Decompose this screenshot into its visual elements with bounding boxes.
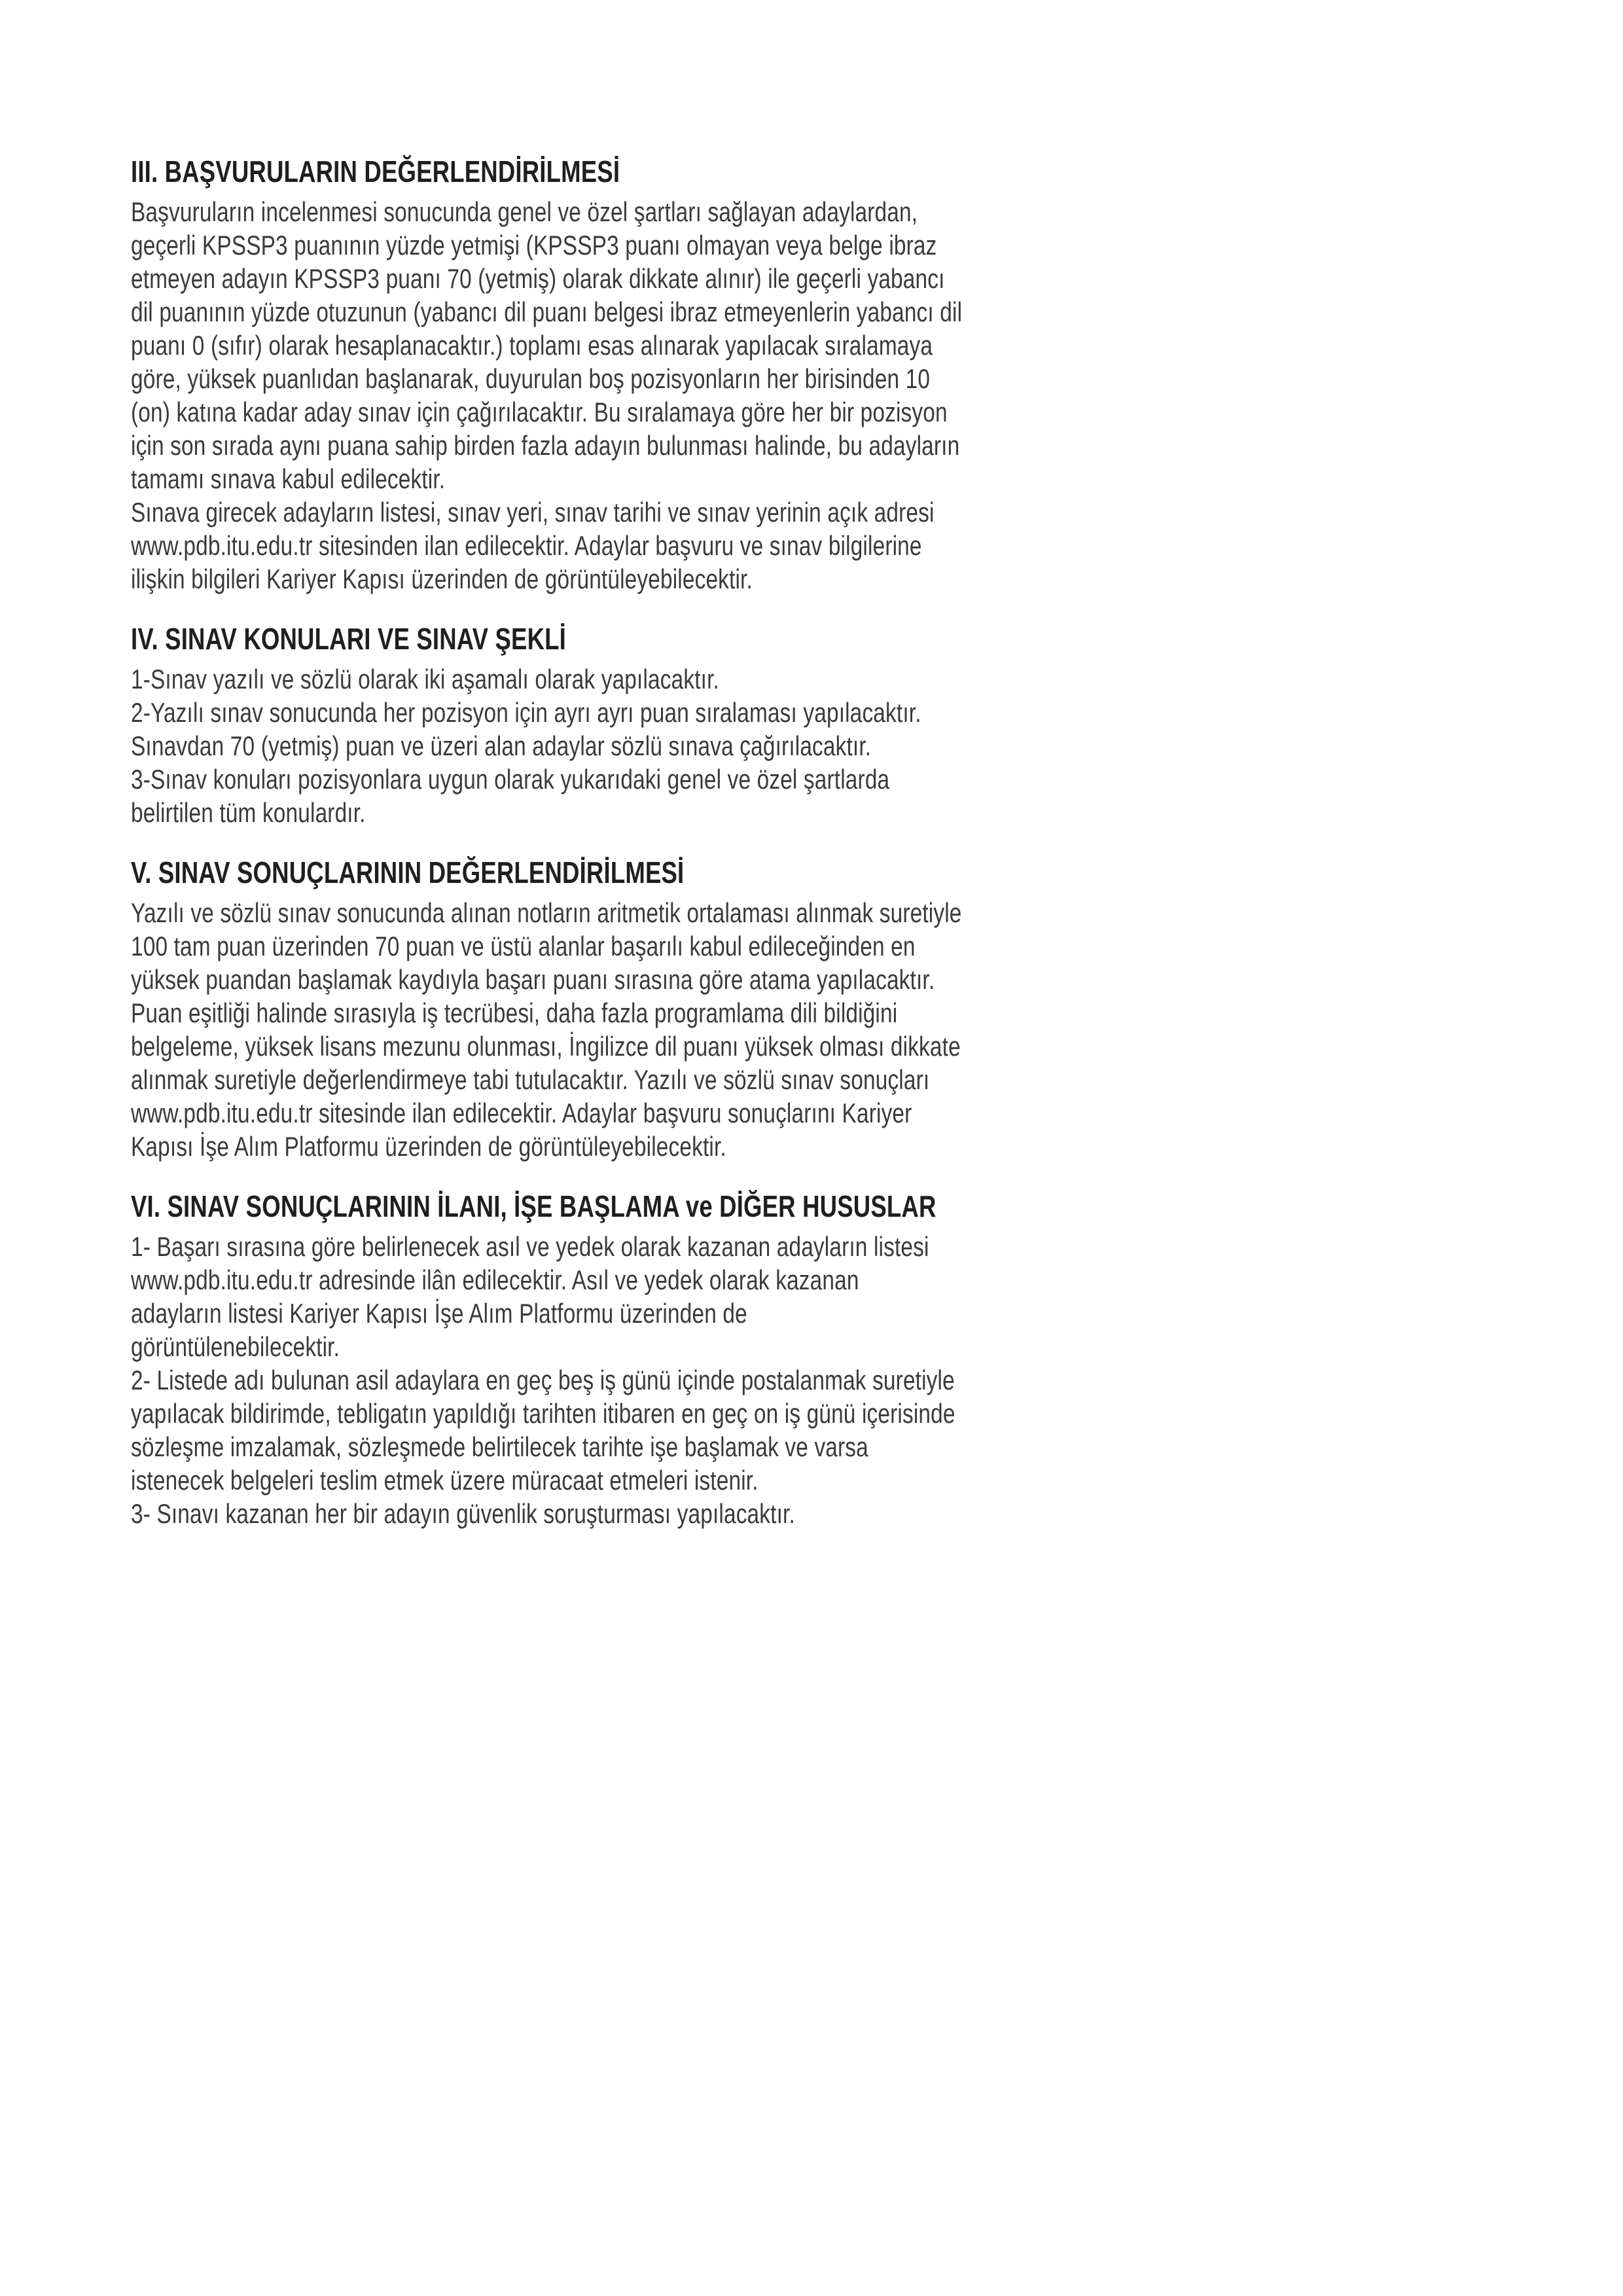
- document-text-column: [131, 152, 1073, 1530]
- text-line: için son sırada aynı puana sahip birden fazla adayın bulunması halinde, bu adayların: [131, 430, 960, 461]
- text-line: belirtilen tüm konulardır.: [131, 797, 366, 828]
- text-line: görüntülenebilecektir.: [131, 1331, 340, 1362]
- text-line: yüksek puandan başlamak kaydıyla başarı puanı sırasına göre atama yapılacaktır.: [131, 964, 935, 995]
- section-exam-subjects: [131, 619, 1073, 829]
- text-line: etmeyen adayın KPSSP3 puanı 70 (yetmiş) olarak dikkate alınır) ile geçerli yabancı: [131, 263, 945, 294]
- text-line: 100 tam puan üzerinden 70 puan ve üstü alanlar başarılı kabul edileceğinden en: [131, 931, 916, 961]
- section-heading: III. BAŞVURULARIN DEĞERLENDİRİLMESİ: [131, 154, 620, 188]
- text-line: sözleşme imzalamak, sözleşmede belirtilecek tarihte işe başlamak ve varsa: [131, 1431, 868, 1462]
- section-heading: V. SINAV SONUÇLARININ DEĞERLENDİRİLMESİ: [131, 855, 685, 889]
- section-applications-evaluation: [131, 152, 1073, 596]
- text-line: Kapısı İşe Alım Platformu üzerinden de görüntüleyebilecektir.: [131, 1131, 726, 1162]
- section-results-announcement: [131, 1187, 1073, 1530]
- text-line: Sınavdan 70 (yetmiş) puan ve üzeri alan adaylar sözlü sınava çağırılacaktır.: [131, 730, 872, 761]
- text-line: belgeleme, yüksek lisans mezunu olunması, İngilizce dil puanı yüksek olması dikkate: [131, 1031, 961, 1062]
- text-line: dil puanının yüzde otuzunun (yabancı dil puanı belgesi ibraz etmeyenlerin yabancı dil: [131, 296, 963, 327]
- section-exam-results-evaluation: [131, 853, 1073, 1163]
- text-line: ilişkin bilgileri Kariyer Kapısı üzerinden de görüntüleyebilecektir.: [131, 564, 753, 594]
- text-line: puanı 0 (sıfır) olarak hesaplanacaktır.) toplamı esas alınarak yapılacak sıralamaya: [131, 330, 933, 361]
- text-line: Puan eşitliği halinde sırasıyla iş tecrübesi, daha fazla programlama dili bildiğini: [131, 997, 898, 1028]
- text-line: 3- Sınavı kazanan her bir adayın güvenlik soruşturması yapılacaktır.: [131, 1498, 795, 1529]
- text-line: 3-Sınav konuları pozisyonlara uygun olarak yukarıdaki genel ve özel şartlarda: [131, 764, 890, 795]
- text-line: Başvuruların incelenmesi sonucunda genel ve özel şartları sağlayan adaylardan,: [131, 196, 918, 227]
- text-line: Sınava girecek adayların listesi, sınav yeri, sınav tarihi ve sınav yerinin açık adresi: [131, 497, 935, 528]
- text-line: geçerli KPSSP3 puanının yüzde yetmişi (KPSSP3 puanı olmayan veya belge ibraz: [131, 230, 937, 260]
- text-line: adayların listesi Kariyer Kapısı İşe Alım Platformu üzerinden de: [131, 1298, 747, 1329]
- text-line: 2-Yazılı sınav sonucunda her pozisyon için ayrı ayrı puan sıralaması yapılacaktır.: [131, 697, 921, 728]
- text-line: istenecek belgeleri teslim etmek üzere müracaat etmeleri istenir.: [131, 1465, 758, 1496]
- text-line: www.pdb.itu.edu.tr sitesinde ilan edilecektir. Adaylar başvuru sonuçlarını Kariyer: [131, 1098, 912, 1128]
- text-line: göre, yüksek puanlıdan başlanarak, duyurulan boş pozisyonların her birisinden 10: [131, 363, 931, 394]
- text-line: Yazılı ve sözlü sınav sonucunda alınan notların aritmetik ortalaması alınmak suretiyle: [131, 897, 962, 928]
- text-line: 1- Başarı sırasına göre belirlenecek asıl ve yedek olarak kazanan adayların listesi: [131, 1231, 929, 1262]
- text-line: www.pdb.itu.edu.tr adresinde ilân edilecektir. Asıl ve yedek olarak kazanan: [131, 1265, 859, 1295]
- text-line: yapılacak bildirimde, tebligatın yapıldığı tarihten itibaren en geç on iş günü içerisinde: [131, 1398, 955, 1429]
- text-line: alınmak suretiyle değerlendirmeye tabi tutulacaktır. Yazılı ve sözlü sınav sonuçları: [131, 1064, 930, 1095]
- section-heading: IV. SINAV KONULARI VE SINAV ŞEKLİ: [131, 622, 566, 656]
- text-line: www.pdb.itu.edu.tr sitesinden ilan edilecektir. Adaylar başvuru ve sınav bilgilerine: [131, 530, 922, 561]
- section-heading: VI. SINAV SONUÇLARININ İLANI, İŞE BAŞLAMA ve DİĞER HUSUSLAR: [131, 1189, 936, 1223]
- text-line: tamamı sınava kabul edilecektir.: [131, 463, 446, 494]
- text-line: (on) katına kadar aday sınav için çağırılacaktır. Bu sıralamaya göre her bir pozisyon: [131, 397, 948, 427]
- text-line: 2- Listede adı bulunan asil adaylara en geç beş iş günü içinde postalanmak suretiyle: [131, 1365, 955, 1395]
- text-line: 1-Sınav yazılı ve sözlü olarak iki aşamalı olarak yapılacaktır.: [131, 664, 719, 694]
